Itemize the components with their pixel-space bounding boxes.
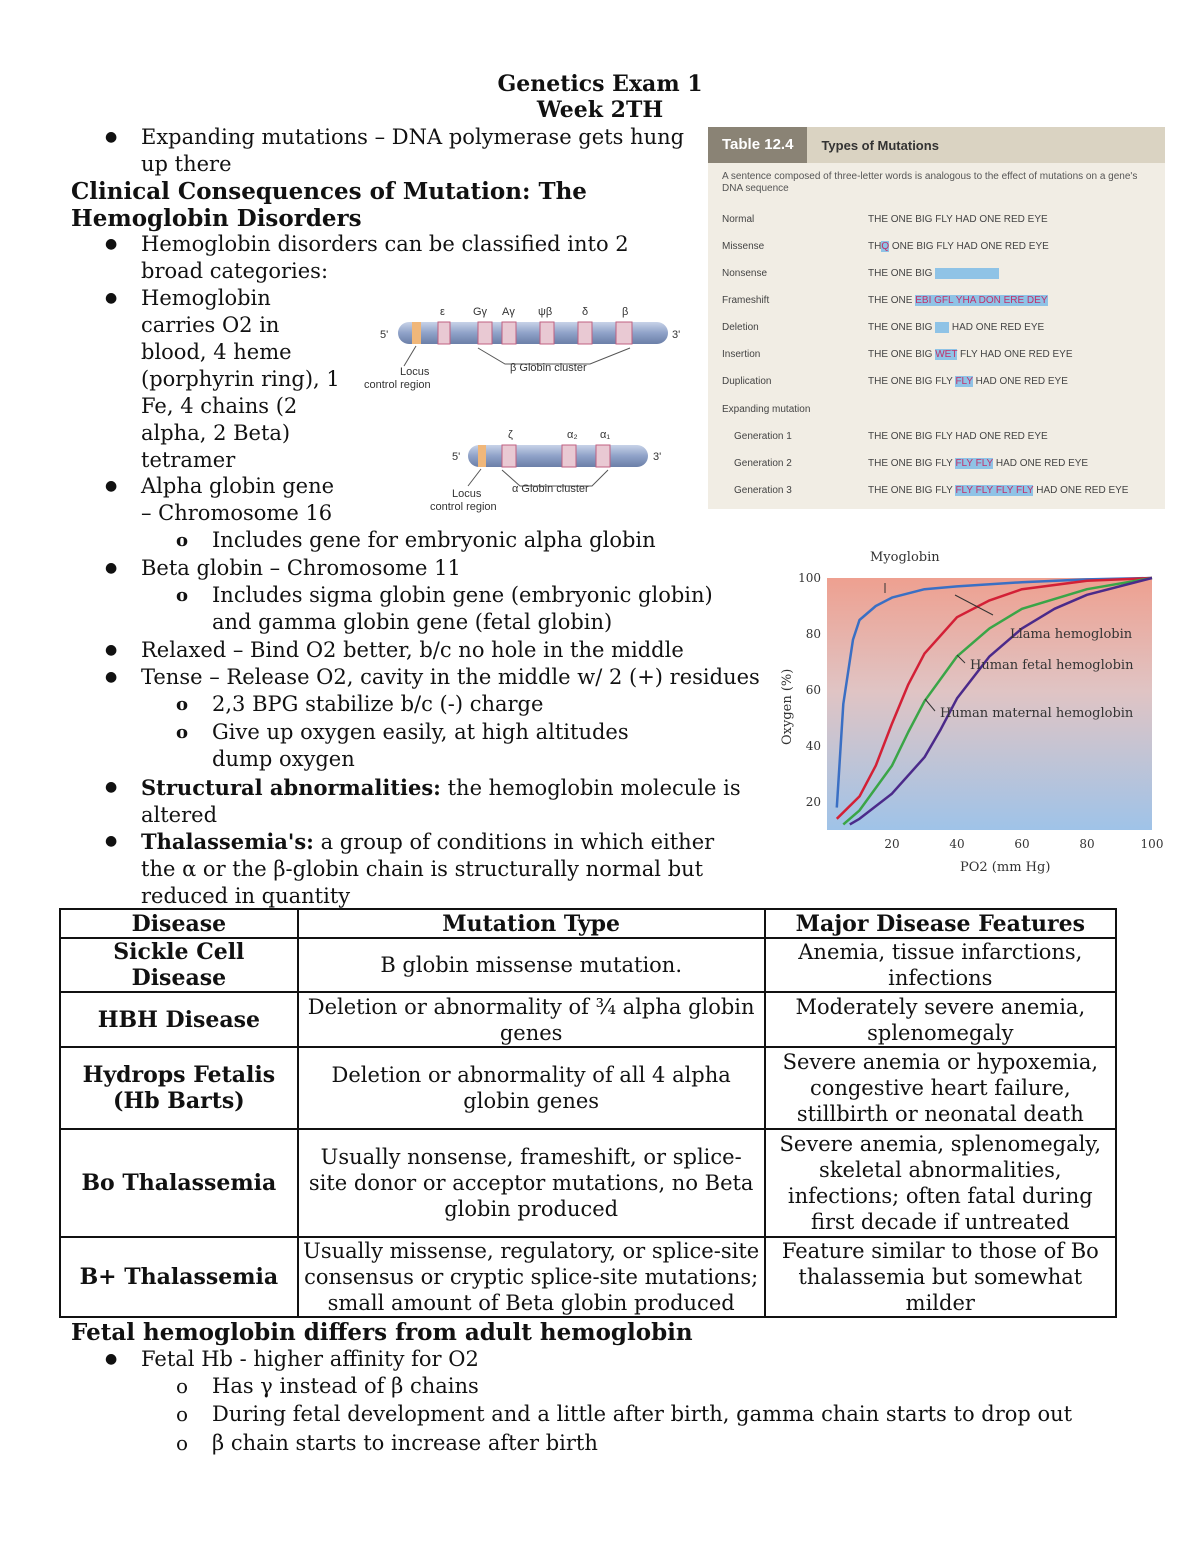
example-sentence	[868, 322, 1044, 333]
sentence-text: FLY HAD ONE RED EYE	[957, 349, 1073, 360]
mutation-row	[722, 322, 1152, 336]
x-tick-label: 60	[1014, 837, 1030, 851]
table-row	[60, 1047, 1116, 1129]
gene-label: β	[622, 306, 629, 318]
alpha-three-prime: 3'	[653, 451, 662, 463]
beta-lcr-label: Locus	[400, 366, 430, 378]
series-label-3: Human maternal hemoglobin	[940, 706, 1134, 721]
bullet-classification: ● Hemoglobin disorders can be classified into 2 broad categories:	[141, 231, 696, 285]
gene-label: Gγ	[473, 306, 488, 318]
sentence-text: THE ONE BIG	[868, 349, 936, 360]
x-axis-label: PO2 (mm Hg)	[960, 860, 1051, 875]
gene-label: α₁	[600, 429, 611, 441]
sentence-highlight	[935, 268, 999, 279]
sentence-text: HAD ONE RED EYE	[1033, 485, 1129, 496]
sentence-text: THE ONE BIG	[868, 322, 936, 333]
definition: the hemoglobin molecule is altered	[141, 776, 741, 827]
series-label-2: Human fetal hemoglobin	[970, 658, 1134, 673]
sentence-text: THE ONE BIG FLY HAD ONE RED EYE	[868, 431, 1048, 442]
header-mutation-type: Mutation Type	[298, 909, 765, 938]
sentence-text: THE ONE BIG	[868, 268, 936, 279]
example-sentence	[868, 485, 1128, 496]
text-line: blood, 4 heme	[141, 340, 292, 364]
mutation-row	[722, 214, 1152, 228]
mutation-label: Insertion	[722, 349, 761, 360]
bold-term: Structural abnormalities:	[141, 775, 441, 800]
page-subtitle: Week 2TH	[536, 97, 664, 123]
example-sentence	[868, 268, 999, 279]
mutation-label: Duplication	[722, 376, 772, 387]
mutation-row	[722, 376, 1152, 390]
sentence-text: HAD ONE RED EYE	[993, 458, 1089, 469]
intro-bullet: ● Expanding mutations – DNA polymerase gets hung up there	[141, 124, 686, 178]
sentence-text: HAD ONE RED EYE	[972, 376, 1068, 387]
mutation-label: Missense	[722, 241, 765, 252]
example-sentence	[868, 431, 1048, 442]
sentence-highlight: FLY FLY FLY FLY	[955, 485, 1034, 496]
mutation-label: Generation 3	[734, 485, 792, 496]
header-features: Major Disease Features	[765, 909, 1116, 938]
mutation-row	[722, 295, 1152, 309]
y-tick-label: 80	[805, 627, 821, 641]
alpha-lcr-pointer	[468, 469, 481, 486]
alpha-cluster-label: α Globin cluster	[512, 483, 589, 495]
sentence-text: HAD ONE RED EYE	[949, 322, 1045, 333]
y-tick-label: 40	[805, 739, 821, 753]
mutation-types-table	[708, 127, 1165, 509]
alpha-lcr-label-2: control region	[430, 501, 497, 513]
gene-label: δ	[582, 306, 589, 318]
sub-gamma-chains: o Has γ instead of β chains	[212, 1373, 912, 1400]
mutation-row	[722, 404, 1152, 418]
table-row	[60, 1237, 1116, 1317]
cell-features: Severe anemia or hypoxemia, congestive heart failure, stillbirth or neonatal death	[765, 1047, 1116, 1129]
mutation-label: Normal	[722, 214, 755, 225]
example-sentence	[868, 376, 1068, 387]
sentence-text: ONE BIG FLY HAD ONE RED EYE	[889, 241, 1049, 252]
table-number: Table 12.4	[708, 127, 807, 163]
section-heading-line1: Clinical Consequences of Mutation: The	[71, 178, 587, 205]
beta-lcr-label-2: control region	[364, 379, 431, 391]
header-disease: Disease	[60, 909, 298, 938]
sentence-highlight: EBI GFL YHA DON ERE DEY	[915, 295, 1048, 306]
bullet-hemoglobin-structure	[141, 285, 361, 474]
cell-mutation: Usually missense, regulatory, or splice-site consensus or cryptic splice-site mutations; small amount of Beta globin produced	[298, 1237, 765, 1317]
cell-features: Feature similar to those of Bo thalassemia but somewhat milder	[765, 1237, 1116, 1317]
sentence-text: THE ONE	[868, 295, 916, 306]
x-tick-label: 20	[884, 837, 900, 851]
mutation-row	[722, 268, 1152, 282]
bullet-thalassemia	[141, 828, 753, 910]
sub-give-up-oxygen: o Give up oxygen easily, at high altitudes dump oxygen	[212, 719, 692, 773]
sub-embryonic-alpha: o Includes gene for embryonic alpha globin	[212, 527, 692, 554]
cell-features: Severe anemia, splenomegaly, skeletal abnormalities, infections; often fatal during first decade if untreated	[765, 1129, 1116, 1237]
beta-lcr-pointer	[404, 346, 416, 366]
bullet-tense: ● Tense – Release O2, cavity in the middle w/ 2 (+) residues	[141, 664, 761, 691]
beta-lcr-marker	[412, 322, 421, 344]
text-line: carries O2 in	[141, 313, 280, 337]
bullet-beta-globin: ● Beta globin – Chromosome 11	[141, 555, 741, 582]
sentence-highlight: FLY	[955, 376, 973, 387]
table-title: Types of Mutations	[821, 137, 939, 153]
beta-five-prime: 5'	[380, 329, 389, 341]
mutation-row	[722, 431, 1152, 445]
mutation-label: Expanding mutation	[722, 404, 811, 415]
sentence-text: THE ONE BIG FLY	[868, 485, 956, 496]
cell-features: Anemia, tissue infarctions, infections	[765, 938, 1116, 992]
bullet-fetal-affinity: ● Fetal Hb - higher affinity for O2	[141, 1346, 741, 1373]
oxygen-dissociation-chart	[765, 545, 1164, 880]
sentence-text: THE ONE BIG FLY	[868, 376, 956, 387]
globin-cluster-diagram	[360, 300, 700, 520]
text-line: (porphyrin ring), 1	[141, 367, 340, 391]
text-line: tetramer	[141, 448, 236, 472]
example-sentence	[868, 214, 1048, 225]
plot-background	[827, 578, 1152, 830]
x-tick-label: 40	[949, 837, 965, 851]
example-sentence	[868, 295, 1048, 306]
bullet-alpha-globin	[141, 473, 361, 527]
example-sentence	[868, 458, 1088, 469]
table-row	[60, 992, 1116, 1047]
bullet-structural	[141, 774, 751, 829]
definition: a group of conditions in which either the α or the β-globin chain is structurally normal but reduced in quantity	[141, 830, 715, 908]
cell-disease: HBH Disease	[60, 992, 298, 1047]
y-tick-label: 100	[798, 571, 821, 585]
cell-mutation: Deletion or abnormality of ¾ alpha globin genes	[298, 992, 765, 1047]
fetal-hemoglobin-heading: Fetal hemoglobin differs from adult hemoglobin	[71, 1319, 693, 1346]
x-tick-label: 80	[1079, 837, 1095, 851]
gene-label: ζ	[508, 429, 513, 441]
mutation-label: Frameshift	[722, 295, 770, 306]
mutation-label: Generation 1	[734, 431, 792, 442]
mutation-row	[722, 485, 1152, 499]
beta-cluster-label: β Globin cluster	[510, 362, 587, 374]
gene-label: ψβ	[538, 306, 553, 318]
cell-disease: Hydrops Fetalis (Hb Barts)	[60, 1047, 298, 1129]
mutation-row	[722, 458, 1152, 472]
cell-disease: Bo Thalassemia	[60, 1129, 298, 1237]
sentence-highlight: FLY FLY	[955, 458, 994, 469]
bold-term: Thalassemia's:	[141, 829, 314, 854]
gene-label: ε	[440, 306, 445, 318]
y-tick-label: 60	[805, 683, 821, 697]
sentence-text: THE ONE BIG FLY HAD ONE RED EYE	[868, 214, 1048, 225]
cell-mutation: Deletion or abnormality of all 4 alpha globin genes	[298, 1047, 765, 1129]
section-heading-line2: Hemoglobin Disorders	[71, 205, 362, 232]
series-label-0: Myoglobin	[870, 550, 940, 565]
sentence-highlight	[935, 322, 949, 333]
example-sentence	[868, 241, 1049, 252]
gene-label: Aγ	[502, 306, 515, 318]
cell-features: Moderately severe anemia, splenomegaly	[765, 992, 1116, 1047]
text-line: Fe, 4 chains (2	[141, 394, 298, 418]
sub-bpg: o 2,3 BPG stabilize b/c (-) charge	[212, 691, 732, 718]
alpha-lcr-marker	[478, 445, 486, 467]
alpha-five-prime: 5'	[452, 451, 461, 463]
sentence-text: TH	[868, 241, 882, 252]
sentence-text: THE ONE BIG FLY	[868, 458, 956, 469]
page-title: Genetics Exam 1	[497, 71, 703, 97]
mutation-row	[722, 349, 1152, 363]
cell-disease: B+ Thalassemia	[60, 1237, 298, 1317]
text-line: alpha, 2 Beta)	[141, 421, 291, 445]
alpha-chromosome-bar	[468, 445, 648, 467]
mutation-label: Deletion	[722, 322, 759, 333]
hemoglobin-disorders-table	[59, 908, 1117, 1318]
bullet-relaxed: ● Relaxed – Bind O2 better, b/c no hole in the middle	[141, 637, 741, 664]
example-sentence	[868, 349, 1073, 360]
sentence-highlight: WET	[935, 349, 958, 360]
mutation-label: Generation 2	[734, 458, 792, 469]
text-line: ● Alpha globin gene	[141, 474, 335, 498]
mutation-label: Nonsense	[722, 268, 768, 279]
cell-mutation: Usually nonsense, frameshift, or splice-site donor or acceptor mutations, no Beta globin produced	[298, 1129, 765, 1237]
series-label-1: Llama hemoglobin	[1010, 627, 1133, 642]
cell-mutation: B globin missense mutation.	[298, 938, 765, 992]
beta-three-prime: 3'	[672, 329, 681, 341]
x-tick-label: 100	[1140, 837, 1164, 851]
y-axis-label: Oxygen (%)	[780, 668, 795, 745]
cell-disease: Sickle Cell Disease	[60, 938, 298, 992]
sub-sigma-gamma: o Includes sigma globin gene (embryonic globin) and gamma globin gene (fetal globin)	[212, 582, 757, 636]
text-line: ● Hemoglobin	[141, 286, 271, 310]
y-tick-label: 20	[805, 795, 821, 809]
table-row	[60, 938, 1116, 992]
table-header-row	[60, 909, 1116, 938]
alpha-lcr-label: Locus	[452, 488, 482, 500]
table-header	[708, 127, 1165, 163]
sentence-highlight: Q	[881, 241, 890, 252]
table-row	[60, 1129, 1116, 1237]
mutation-row	[722, 241, 1152, 255]
text-line: – Chromosome 16	[141, 501, 333, 525]
gene-label: α₂	[567, 429, 578, 441]
sub-gamma-drop: o During fetal development and a little after birth, gamma chain starts to drop out	[212, 1401, 1112, 1428]
table-caption: A sentence composed of three-letter words is analogous to the effect of mutations on a gene's DNA sequence	[722, 171, 1138, 194]
sub-beta-increase: o β chain starts to increase after birth	[212, 1430, 912, 1457]
